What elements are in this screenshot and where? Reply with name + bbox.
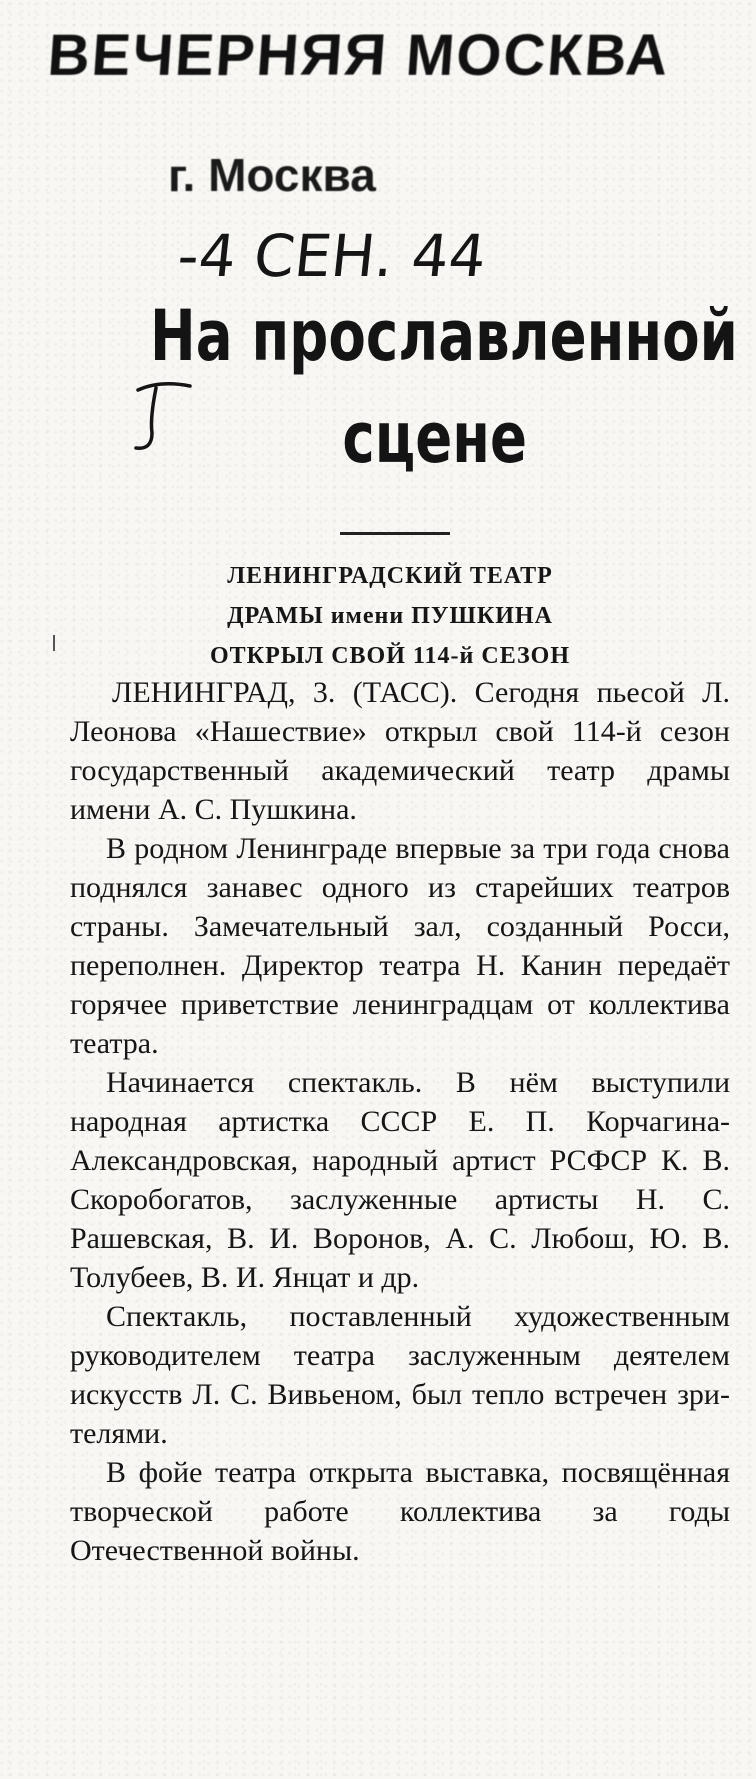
article-paragraph: Начинается спектакль. В нём выступили народная артистка СССР Е. П. Корчагина-Александровская, народный артист РСФСР К. В. Скоробогатов, заслуженные артисты Н. С. Рашевская, В. И. Воронов, А. С. Любош, Ю. В. Толубеев, В. И. Янцат и др.	[70, 1066, 730, 1294]
city-stamp: г. Москва	[168, 149, 376, 201]
article-paragraph: В родном Ленинграде впервые за три года снова поднялся занавес одного из старейших театров страны. Замечательный зал, созданный Росси, переполнен. Директор театра Н. Канин передаёт горячее приветствие ленинградцам от коллектива театра.	[70, 832, 730, 1060]
date-stamp: -4 СЕН. 44	[174, 222, 490, 290]
article-paragraph: Спектакль, поставленный художественным руководителем театра заслуженным деятелем искусств Л. С. Вивьеном, был тепло встречен зрителями.	[70, 1300, 730, 1450]
headline-divider	[340, 532, 450, 535]
article-paragraph: ЛЕНИНГРАД, 3. (ТАСС). Сегодня пьесой Л. Леонова «Нашествие» открыл свой 114-й сезон государственный академический театр драмы имени А. С. Пушкина.	[70, 676, 730, 826]
subhead-line-1: ЛЕНИНГРАДСКИЙ ТЕАТР	[227, 563, 553, 589]
newspaper-name-stamp: ВЕЧЕРНЯЯ МОСКВА	[45, 23, 672, 88]
margin-mark	[53, 635, 55, 651]
article-subheadline	[90, 556, 690, 676]
subhead-line-3: ОТКРЫЛ СВОЙ 114-й СЕЗОН	[210, 643, 570, 669]
article-body	[70, 673, 730, 1570]
headline-line-1: На прославленной	[150, 295, 738, 377]
headline-line-2: сцене	[342, 397, 528, 479]
subhead-line-2: ДРАМЫ имени ПУШКИНА	[227, 603, 553, 629]
article-paragraph: В фойе театра открыта выставка, посвящённая творческой работе коллектива за годы Отечественной войны.	[70, 1456, 730, 1567]
article-headline	[150, 285, 738, 489]
